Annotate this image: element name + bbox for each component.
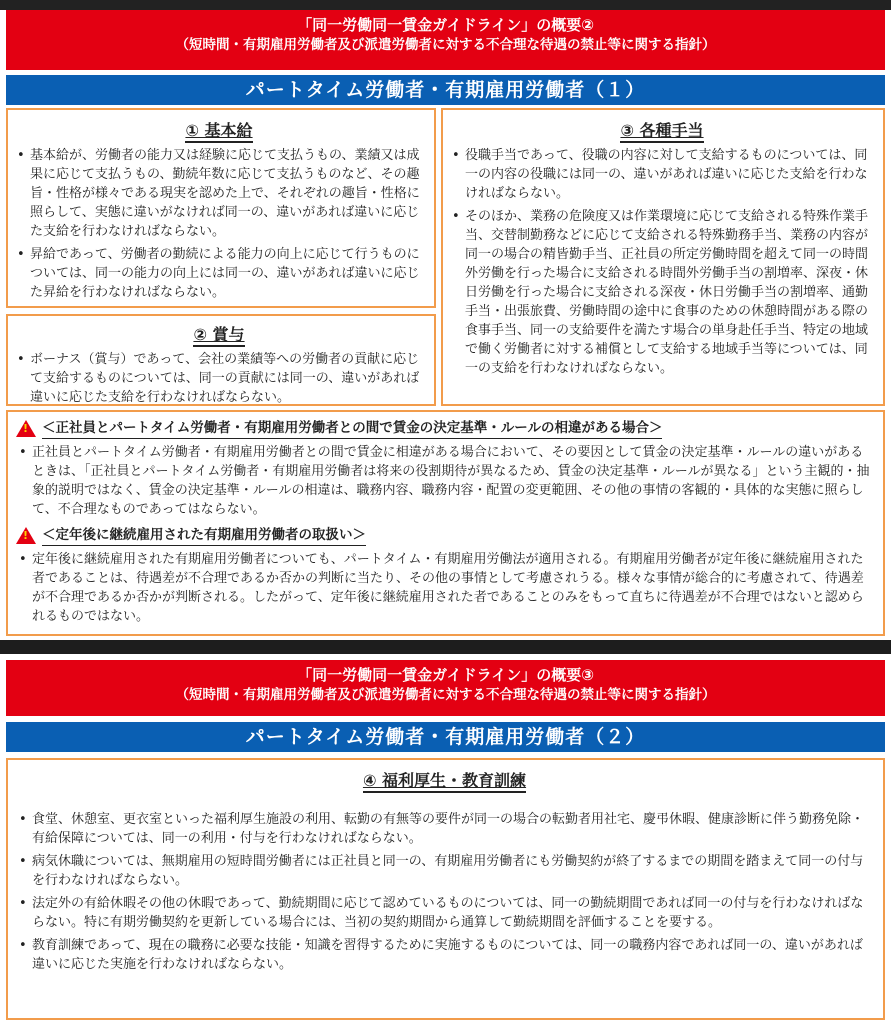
warning-icon [16, 420, 36, 437]
slide2-title: 「同一労働同一賃金ガイドライン」の概要③ [297, 666, 594, 684]
list-item: • 食堂、休憩室、更衣室といった福利厚生施設の利用、転勤の有無等の要件が同一の場合の転勤者用社宅、慶弔休暇、健康診断に伴う勤務免除・有給保障については、同一の利用・付与を行わなければならない。 [16, 810, 873, 848]
warning-icon [16, 527, 36, 544]
box-allowances [441, 108, 885, 406]
list-item: • ボーナス（賞与）であって、会社の業績等への労働者の貢献に応じて支給するものについては、同一の貢献には同一の、違いがあれば違いに応じた支給を行わなければならない。 [14, 350, 424, 407]
box-bonus [6, 314, 436, 406]
slide2-subtitle: （短時間・有期雇用労働者及び派遣労働者に対する不合理な待遇の禁止等に関する指針） [175, 687, 716, 703]
list-item: • 正社員とパートタイム労働者・有期雇用労働者との間で賃金に相違がある場合において、その要因として賃金の決定基準・ルールの違いがあるときは、「正社員とパートタイム労働者・有期雇用労働者は将来の役割期待が異なるため、賃金の決定基準・ルールが異なる」という主観的・抽象的説明ではなく、賃金の決定基準・ルールの相違は、職務内容、職務内容・配置の変更範囲、その他の事情の客観的・具体的な実態に照らして、不合理なものであってはならない。 [16, 443, 873, 519]
list-item: • 定年後に継続雇用された有期雇用労働者についても、パートタイム・有期雇用労働法が適用される。有期雇用労働者が定年後に継続雇用された者であることは、待遇差が不合理であるか否かの判断に当たり、その他の事情として考慮されうる。様々な事情が総合的に考慮されて、待遇差が不合理であるか否かが判断される。したがって、定年後に継続雇用された者であることのみをもって直ちに待遇差が不合理ではないと認められるものではない。 [16, 550, 873, 626]
slide-separator [0, 640, 891, 654]
list-item: • 病気休職については、無期雇用の短時間労働者には正社員と同一の、有期雇用労働者にも労働契約が終了するまでの期間を踏まえて同一の付与を行わなければならない。 [16, 852, 873, 890]
list-item: • 法定外の有給休暇その他の休暇であって、勤続期間に応じて認めているものについては、同一の勤続期間であれば同一の付与を行わなければならない。特に有期労働契約を更新している場合には、当初の契約期間から通算して勤続期間を評価することを要する。 [16, 894, 873, 932]
box-welfare-training [6, 758, 885, 1020]
box-allowances-heading: ③ 各種手当 [449, 120, 875, 142]
slide2-section-bar: パートタイム労働者・有期雇用労働者（２） [6, 722, 885, 752]
slide2-title-bar [6, 660, 885, 716]
slide1-title-bar [6, 10, 885, 70]
list-item: • 昇給であって、労働者の勤続による能力の向上に応じて行うものについては、同一の能力の向上には同一の、違いがあれば違いに応じた昇給を行わなければならない。 [14, 245, 424, 302]
warning-heading-retirement: ! ＜定年後に継続雇用された有期雇用労働者の取扱い＞ [16, 525, 873, 546]
top-strip [0, 0, 891, 10]
list-item: • 役職手当であって、役職の内容に対して支給するものについては、同一の内容の役職には同一の、違いがあれば違いに応じた支給を行わなければならない。 [449, 146, 875, 203]
slide1-section-bar: パートタイム労働者・有期雇用労働者（１） [6, 75, 885, 105]
box-bonus-heading: ② 賞与 [14, 324, 424, 346]
box-base-salary-heading: ① 基本給 [14, 120, 424, 142]
list-item: • 教育訓練であって、現在の職務に必要な技能・知識を習得するために実施するものについては、同一の職務内容であれば同一の、違いがあれば違いに応じた実施を行わなければならない。 [16, 936, 873, 974]
box-notes [6, 410, 885, 636]
slide1-subtitle: （短時間・有期雇用労働者及び派遣労働者に対する不合理な待遇の禁止等に関する指針） [175, 37, 716, 53]
warning-heading-wage-rules: ! ＜正社員とパートタイム労働者・有期雇用労働者との間で賃金の決定基準・ルールの相違がある場合＞ [16, 418, 873, 439]
box-base-salary [6, 108, 436, 308]
list-item: • 基本給が、労働者の能力又は経験に応じて支払うもの、業績又は成果に応じて支払うもの、勤続年数に応じて支払うものなど、その趣旨・性格が様々である現実を認めた上で、それぞれの趣旨・性格に照らして、実態に違いがなければ同一の、違いがあれば違いに応じた支給を行わなければならない。 [14, 146, 424, 241]
box-welfare-heading: ④ 福利厚生・教育訓練 [16, 770, 873, 792]
slide1-title: 「同一労働同一賃金ガイドライン」の概要② [297, 16, 594, 34]
list-item: • そのほか、業務の危険度又は作業環境に応じて支給される特殊作業手当、交替制勤務などに応じて支給される特殊勤務手当、業務の内容が同一の場合の精皆勤手当、正社員の所定労働時間を超えて同一の時間外労働を行った場合に支給される時間外労働手当の割増率、深夜・休日労働を行った場合に支給される深夜・休日労働手当の割増率、通勤手当・出張旅費、労働時間の途中に食事のための休憩時間がある際の食事手当、同一の支給要件を満たす場合の単身赴任手当、特定の地域で働く労働者に対する補償として支給する地域手当等については、同一の支給を行わなければならない。 [449, 207, 875, 378]
